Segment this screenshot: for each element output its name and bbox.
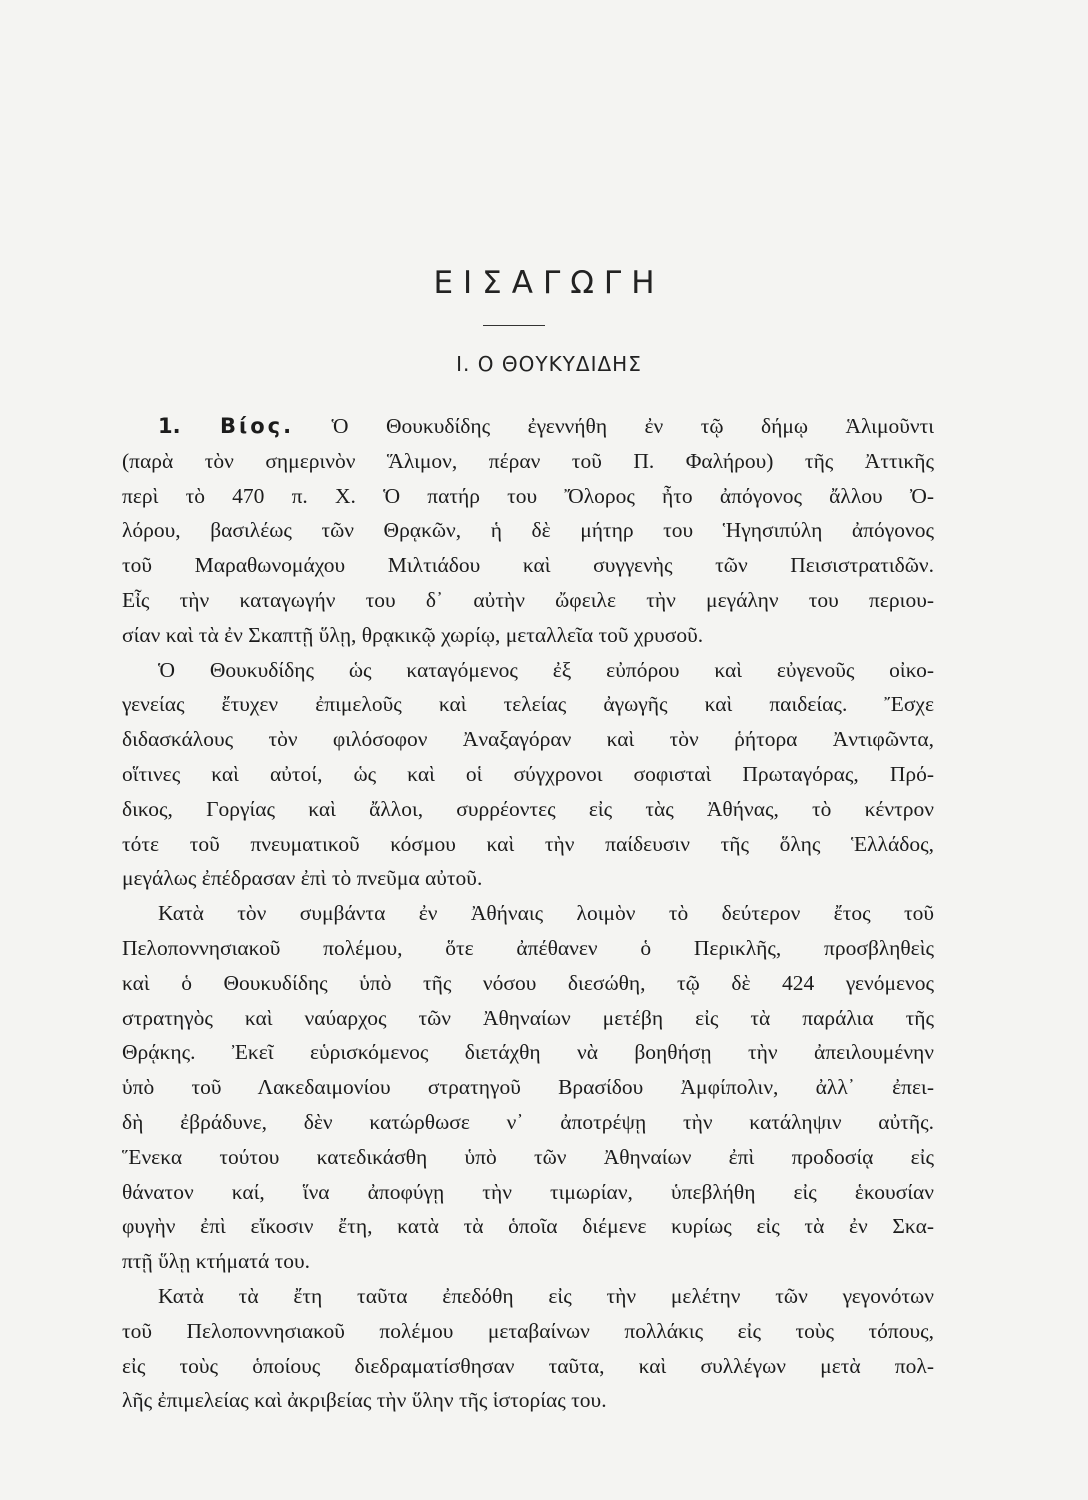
text-line: περὶ τὸ 470 π. Χ. Ὁ πατήρ του Ὄλορος ἦτο ἀπόγονος ἄλλου Ὀ- [122,483,934,508]
text-line: λόρου, βασιλέως τῶν Θρᾳκῶν, ἡ δὲ μήτηρ του Ἡγησιπύλη ἀπόγονος [122,518,934,543]
text-line: (παρὰ τὸν σημερινὸν Ἅλιμον, πέραν τοῦ Π. Φαλήρου) τῆς Ἀττικῆς [122,448,934,473]
main-title: ΕΙΣΑΓΩΓΗ [433,265,665,301]
text-line: Εἶς τὴν καταγωγήν του δ᾽ αὐτὴν ὤφειλε τὴν μεγάλην του περιου- [122,587,934,612]
text-line: θάνατον καί, ἵνα ἀποφύγῃ τὴν τιμωρίαν, ὑπεβλήθη εἰς ἑκουσίαν [122,1179,934,1204]
paragraph-first-line: Ὁ Θουκυδίδης ὡς καταγόμενος ἐξ εὐπόρου καὶ εὐγενοῦς οἰκο- [158,657,934,682]
text-line: Πελοποννησιακοῦ πολέμου, ὅτε ἀπέθανεν ὁ Περικλῆς, προσβληθεὶς [122,935,934,960]
text-line: διδασκάλους τὸν φιλόσοφον Ἀναξαγόραν καὶ τὸν ῥήτορα Ἀντιφῶντα, [122,727,934,752]
text-line: εἰς τοὺς ὁποίους διεδραματίσθησαν ταῦτα, καὶ συλλέγων μετὰ πολ- [122,1353,934,1378]
section-heading [122,414,294,438]
section-first-line [122,409,934,444]
text-line: Θρᾴκης. Ἐκεῖ εὑρισκόμενος διετάχθη νὰ βοηθήσῃ τὴν ἀπειλουμένην [122,1040,934,1065]
text-line: Ὁ Θουκυδίδης ἐγεννήθη ἐν τῷ δήμῳ Ἁλιμοῦντι [331,414,935,438]
text-line: καὶ ὁ Θουκυδίδης ὑπὸ τῆς νόσου διεσώθη, τῷ δὲ 424 γενόμενος [122,970,934,995]
text-line: τοῦ Μαραθωνομάχου Μιλτιάδου καὶ συγγενὴς τῶν Πεισιστρατιδῶν. [122,553,934,578]
paragraph-first-line: Κατὰ τὸν συμβάντα ἐν Ἀθήναις λοιμὸν τὸ δεύτερον ἔτος τοῦ [158,901,934,926]
text-line: ὑπὸ τοῦ Λακεδαιμονίου στρατηγοῦ Βρασίδου Ἀμφίπολιν, ἀλλ᾽ ἐπει- [122,1075,934,1100]
text-line: μεγάλως ἐπέδρασαν ἐπὶ τὸ πνεῦμα αὐτοῦ. [122,866,483,891]
text-line: Ἕνεκα τούτου κατεδικάσθη ὑπὸ τῶν Ἀθηναίων ἐπὶ προδοσίᾳ εἰς [122,1144,934,1169]
paragraph-first-line: Κατὰ τὰ ἔτη ταῦτα ἐπεδόθη εἰς τὴν μελέτην τῶν γεγονότων [158,1283,934,1308]
text-line: φυγὴν ἐπὶ εἴκοσιν ἔτη, κατὰ τὰ ὁποῖα διέμενε κυρίως εἰς τὰ ἐν Σκα- [122,1214,934,1239]
body-text [122,409,934,1418]
chapter-title: I. Ο ΘΟΥΚΥΔΙΔΗΣ [456,352,642,376]
text-line: στρατηγὸς καὶ ναύαρχος τῶν Ἀθηναίων μετέβη εἰς τὰ παράλια τῆς [122,1005,934,1030]
text-line: λῆς ἐπιμελείας καὶ ἀκριβείας τὴν ὕλην τῆς ἱστορίας του. [122,1388,607,1413]
title-divider [483,325,545,326]
text-line: οἵτινες καὶ αὐτοί, ὡς καὶ οἱ σύγχρονοι σοφισταὶ Πρωταγόρας, Πρό- [122,761,934,786]
text-line: πτῇ ὕλῃ κτήματά του. [122,1249,310,1274]
text-line: δὴ ἐβράδυνε, δὲν κατώρθωσε ν᾽ ἀποτρέψῃ τὴν κατάληψιν αὐτῆς. [122,1109,934,1134]
text-line: τότε τοῦ πνευματικοῦ κόσμου καὶ τὴν παίδευσιν τῆς ὅλης Ἑλλάδος, [122,831,934,856]
text-line: τοῦ Πελοποννησιακοῦ πολέμου μεταβαίνων πολλάκις εἰς τοὺς τόπους, [122,1318,934,1343]
text-line: γενείας ἔτυχεν ἐπιμελοῦς καὶ τελείας ἀγωγῆς καὶ παιδείας. Ἔσχε [122,692,934,717]
text-line: σίαν καὶ τὰ ἐν Σκαπτῇ ὕλῃ, θρᾳκικῷ χωρίῳ, μεταλλεῖα τοῦ χρυσοῦ. [122,622,704,647]
text-line: δικος, Γοργίας καὶ ἄλλοι, συρρέοντες εἰς τὰς Ἀθήνας, τὸ κέντρον [122,796,934,821]
section-number: 1. [158,414,181,438]
section-name: Βίος. [220,414,295,438]
